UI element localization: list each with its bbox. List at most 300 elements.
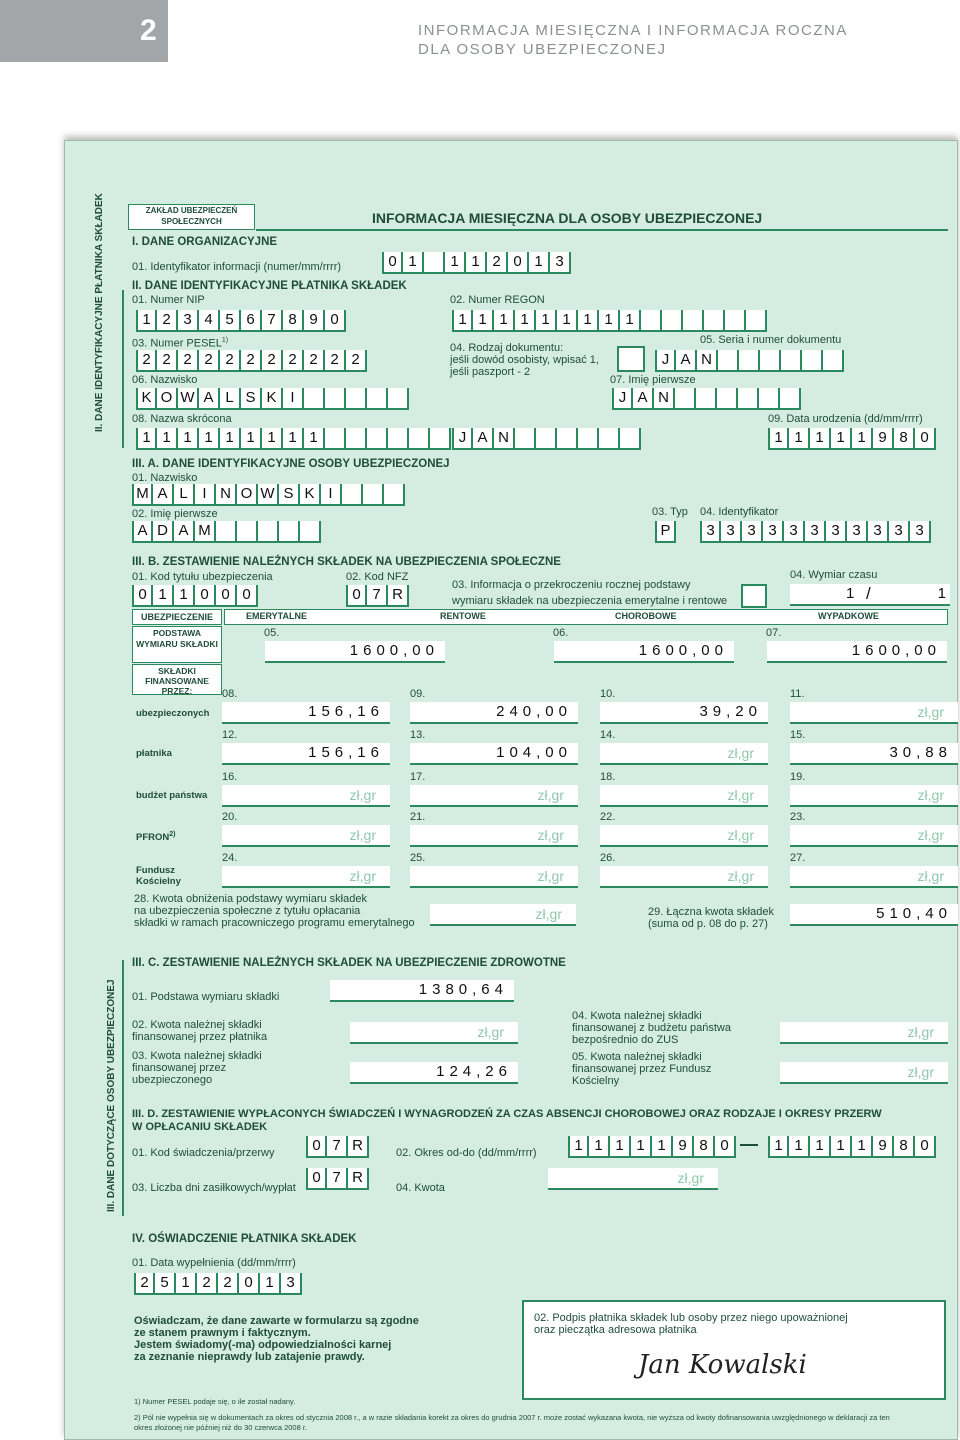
payer-surname-boxes[interactable] (136, 388, 409, 410)
digit-box[interactable]: 1 (494, 310, 515, 330)
digit-box[interactable] (536, 428, 557, 448)
hc-insured-label-1: 03. Kwota należnej składki (132, 1050, 262, 1062)
digit-box[interactable]: 1 (589, 1136, 610, 1156)
digit-box[interactable]: 2 (283, 350, 304, 370)
digit-box[interactable]: A (174, 521, 195, 541)
digit-box[interactable]: A (676, 350, 697, 370)
digit-box[interactable]: 1 (831, 428, 852, 448)
row-payer: płatnika (136, 748, 172, 759)
row-insured: ubezpieczonych (136, 708, 210, 719)
digit-box[interactable]: J (655, 350, 676, 370)
c11[interactable]: zł,gr (790, 702, 958, 724)
digit-box[interactable] (388, 388, 409, 408)
digit-box[interactable] (346, 388, 367, 408)
digit-box[interactable]: 2 (304, 350, 325, 370)
digit-box[interactable]: 3 (847, 521, 868, 541)
digit-box[interactable]: 1 (610, 1136, 631, 1156)
statement-1: Oświadczam, że dane zawarte w formularzu są zgodne (134, 1315, 419, 1327)
digit-box[interactable]: 1 (136, 428, 157, 448)
digit-box[interactable]: A (473, 428, 494, 448)
digit-box[interactable]: M (132, 484, 153, 504)
c28[interactable]: zł,gr (430, 904, 576, 926)
digit-box[interactable]: 1 (199, 428, 220, 448)
period-label: 02. Okres od-do (dd/mm/rrrr) (396, 1147, 537, 1159)
num-17: 17. (410, 771, 426, 783)
digit-box[interactable]: 1 (789, 428, 810, 448)
digit-box[interactable]: 1 (220, 428, 241, 448)
digit-box[interactable]: 2 (220, 350, 241, 370)
digit-box[interactable]: J (612, 388, 633, 408)
c24[interactable]: zł,gr (222, 866, 390, 888)
num-07: 07. (766, 627, 782, 639)
digit-box[interactable]: A (633, 388, 654, 408)
insured-firstname-label: 02. Imię pierwsze (132, 508, 218, 520)
num-20: 20. (222, 811, 238, 823)
c19[interactable]: zł,gr (790, 785, 958, 807)
insured-id-boxes[interactable] (700, 521, 931, 543)
c17[interactable]: zł,gr (410, 785, 578, 807)
digit-box[interactable] (346, 428, 367, 448)
digit-box[interactable]: A (199, 388, 220, 408)
digit-box[interactable]: 7 (327, 1136, 348, 1156)
chapter-tab (0, 0, 168, 62)
digit-box[interactable]: 9 (873, 1136, 894, 1156)
c09[interactable]: 240,00 (410, 702, 578, 724)
hc-payer-label-1: 02. Kwota należnej składki (132, 1019, 262, 1031)
digit-box[interactable]: 2 (346, 350, 367, 370)
section-3b-heading: III. B. ZESTAWIENIE NALEŻNYCH SKŁADEK NA UBEZPIECZENIA SPOŁECZNE (132, 556, 561, 568)
row-pfron: PFRON$^{2)}$ (136, 831, 176, 844)
doc-type-box[interactable] (617, 346, 645, 372)
digit-box[interactable]: 1 (153, 585, 174, 605)
digit-box[interactable] (367, 428, 388, 448)
digit-box[interactable]: 0 (915, 428, 936, 448)
digit-box[interactable]: 9 (304, 310, 325, 330)
digit-box[interactable]: 0 (346, 585, 367, 605)
digit-box[interactable]: 1 (620, 310, 641, 330)
c14[interactable]: zł,gr (600, 743, 768, 765)
digit-box[interactable]: 3 (721, 521, 742, 541)
signature-label-1: 02. Podpis płatnika składek lub osoby przez niego upoważnionej (534, 1312, 848, 1324)
digit-box[interactable]: 2 (178, 350, 199, 370)
digit-box[interactable]: 1 (810, 428, 831, 448)
c21[interactable]: zł,gr (410, 825, 578, 847)
digit-box[interactable]: 0 (239, 1273, 260, 1293)
c16[interactable]: zł,gr (222, 785, 390, 807)
digit-box[interactable]: 2 (157, 310, 178, 330)
hc-state-label-3: bezpośrednio do ZUS (572, 1034, 679, 1046)
digit-box[interactable]: N (654, 388, 675, 408)
hc-church[interactable]: zł,gr (780, 1062, 948, 1084)
hc-insured-label-3: ubezpieczonego (132, 1074, 213, 1086)
digit-box[interactable]: I (321, 484, 342, 504)
num-26: 26. (600, 852, 616, 864)
insured-id-label: 04. Identyfikator (700, 506, 779, 518)
digit-box[interactable]: 2 (134, 1273, 155, 1293)
digit-box[interactable]: O (237, 484, 258, 504)
hc-state-label-1: 04. Kwota należnej składki (572, 1010, 702, 1022)
digit-box[interactable] (342, 484, 363, 504)
digit-box[interactable] (780, 388, 801, 408)
digit-box[interactable] (738, 388, 759, 408)
digit-box[interactable]: 0 (915, 1136, 936, 1156)
num-15: 15. (790, 729, 806, 741)
digit-box[interactable]: 1 (557, 310, 578, 330)
c18[interactable]: zł,gr (600, 785, 768, 807)
digit-box[interactable] (409, 428, 430, 448)
doc-series-boxes[interactable] (655, 350, 844, 372)
digit-box[interactable] (725, 310, 746, 330)
digit-box[interactable]: R (388, 585, 409, 605)
digit-box[interactable]: 1 (529, 252, 550, 272)
digit-box[interactable]: 1 (178, 428, 199, 448)
pesel-boxes[interactable] (136, 350, 367, 372)
base-sickness[interactable]: 1600,00 (554, 641, 734, 663)
digit-box[interactable]: 1 (578, 310, 599, 330)
digit-box[interactable]: 0 (382, 252, 403, 272)
digit-box[interactable]: R (348, 1168, 369, 1188)
digit-box[interactable] (515, 428, 536, 448)
c12[interactable]: 156,16 (222, 743, 390, 765)
digit-box[interactable]: 4 (199, 310, 220, 330)
num-14: 14. (600, 729, 616, 741)
digit-box[interactable]: 2 (241, 350, 262, 370)
digit-box[interactable]: A (153, 484, 174, 504)
f28-l1: 28. Kwota obniżenia podstawy wymiaru składek (134, 893, 367, 905)
chapter-number: 2 (140, 14, 157, 47)
digit-box[interactable]: 1 (852, 428, 873, 448)
side-label-insured: III. DANE DOTYCZĄCE OSOBY UBEZPIECZONEJ (106, 979, 117, 1212)
digit-box[interactable]: 2 (136, 350, 157, 370)
num-06: 06. (553, 627, 569, 639)
digit-box[interactable] (430, 428, 451, 448)
digit-box[interactable]: 3 (826, 521, 847, 541)
digit-box[interactable] (216, 521, 237, 541)
digit-box[interactable]: 1 (473, 310, 494, 330)
section-3d-heading-2: W OPŁACANIU SKŁADEK (132, 1121, 268, 1133)
base-accident[interactable]: 1600,00 (767, 641, 947, 663)
digit-box[interactable]: 7 (367, 585, 388, 605)
digit-box[interactable]: 3 (178, 310, 199, 330)
statement-4: za zeznanie nieprawdy lub zatajenie prawdy. (134, 1351, 365, 1363)
digit-box[interactable] (662, 310, 683, 330)
title-code-boxes[interactable] (132, 585, 258, 607)
doc-series-label: 05. Seria i numer dokumentu (700, 334, 842, 346)
digit-box[interactable] (717, 388, 738, 408)
digit-box[interactable]: 1 (831, 1136, 852, 1156)
digit-box[interactable] (746, 310, 767, 330)
digit-box[interactable]: 1 (768, 1136, 789, 1156)
section-3d-heading-1: III. D. ZESTAWIENIE WYPŁACONYCH ŚWIADCZEŃ I WYNAGRODZEŃ ZA CZAS ABSENCJI CHOROBOWEJ ORAZ RODZAJE I OKRESY PRZERW (132, 1108, 882, 1120)
digit-box[interactable]: 8 (894, 428, 915, 448)
f28-l3: składki w ramach pracowniczego programu emerytalnego (134, 917, 415, 929)
hc-base[interactable]: 1380,64 (330, 980, 514, 1002)
c23[interactable]: zł,gr (790, 825, 958, 847)
insured-surname-boxes[interactable] (132, 484, 405, 506)
days-boxes[interactable] (306, 1168, 369, 1190)
digit-box[interactable] (325, 388, 346, 408)
digit-box[interactable]: 0 (237, 585, 258, 605)
nip-boxes[interactable] (136, 310, 346, 332)
insured-type-box[interactable] (655, 521, 676, 543)
period-from-boxes[interactable] (568, 1136, 736, 1158)
digit-box[interactable]: 2 (157, 350, 178, 370)
c13[interactable]: 104,00 (410, 743, 578, 765)
regon-boxes[interactable] (452, 310, 767, 332)
digit-box[interactable]: 1 (652, 1136, 673, 1156)
digit-box[interactable]: 1 (466, 252, 487, 272)
section-2-heading: II. DANE IDENTYFIKACYJNE PŁATNIKA SKŁADEK (132, 280, 407, 292)
c20[interactable]: zł,gr (222, 825, 390, 847)
digit-box[interactable] (300, 521, 321, 541)
payer-firstname-label: 07. Imię pierwsze (610, 374, 696, 386)
c10[interactable]: 39,20 (600, 702, 768, 724)
num-09: 09. (410, 688, 426, 700)
digit-box[interactable]: 1 (136, 310, 157, 330)
digit-box[interactable]: 9 (673, 1136, 694, 1156)
digit-box[interactable]: 0 (216, 585, 237, 605)
digit-box[interactable]: 3 (910, 521, 931, 541)
amount[interactable]: zł,gr (548, 1168, 718, 1190)
digit-box[interactable]: N (494, 428, 515, 448)
digit-box[interactable]: 3 (550, 252, 571, 272)
digit-box[interactable]: 1 (810, 1136, 831, 1156)
digit-box[interactable]: 3 (868, 521, 889, 541)
digit-box[interactable] (363, 484, 384, 504)
digit-box[interactable]: M (195, 521, 216, 541)
digit-box[interactable]: 3 (742, 521, 763, 541)
digit-box[interactable]: W (258, 484, 279, 504)
digit-box[interactable] (578, 428, 599, 448)
digit-box[interactable]: 3 (700, 521, 721, 541)
digit-box[interactable] (557, 428, 578, 448)
days-label: 03. Liczba dni zasiłkowych/wypłat (132, 1182, 296, 1194)
benefit-code-boxes[interactable] (306, 1136, 369, 1158)
digit-box[interactable]: 0 (132, 585, 153, 605)
digit-box[interactable]: 1 (260, 1273, 281, 1293)
time-boxes[interactable]: 1 / 1 (790, 584, 950, 606)
num-22: 22. (600, 811, 616, 823)
exceed-box[interactable] (741, 584, 767, 608)
signature-label-2: oraz pieczątka adresowa płatnika (534, 1324, 697, 1336)
digit-box[interactable] (641, 310, 662, 330)
digit-box[interactable]: 1 (403, 252, 424, 272)
c22[interactable]: zł,gr (600, 825, 768, 847)
page-title-line1: INFORMACJA MIESIĘCZNA I INFORMACJA ROCZNA (418, 22, 848, 39)
digit-box[interactable]: 1 (515, 310, 536, 330)
digit-box[interactable] (325, 428, 346, 448)
digit-box[interactable]: 6 (241, 310, 262, 330)
digit-box[interactable]: 2 (262, 350, 283, 370)
digit-box[interactable]: 3 (889, 521, 910, 541)
title-code-label: 01. Kod tytułu ubezpieczenia (132, 571, 273, 583)
digit-box[interactable]: 1 (599, 310, 620, 330)
statement-2: ze stanem prawnym i faktycznym. (134, 1327, 311, 1339)
digit-box[interactable]: K (262, 388, 283, 408)
digit-box[interactable]: K (136, 388, 157, 408)
hc-payer-label-2: finansowanej przez płatnika (132, 1031, 268, 1043)
digit-box[interactable]: 8 (283, 310, 304, 330)
digit-box[interactable]: J (452, 428, 473, 448)
digit-box[interactable] (781, 350, 802, 370)
digit-box[interactable] (367, 388, 388, 408)
digit-box[interactable]: 1 (304, 428, 325, 448)
doc-type-hint1: jeśli dowód osobisty, wpisać 1, (450, 354, 599, 366)
digit-box[interactable]: 8 (694, 1136, 715, 1156)
birth-date-boxes[interactable] (768, 428, 936, 450)
hc-church-label-3: Kościelny (572, 1075, 620, 1087)
digit-box[interactable]: 5 (220, 310, 241, 330)
digit-box[interactable]: 2 (325, 350, 346, 370)
digit-box[interactable] (802, 350, 823, 370)
row-church-1: Fundusz (136, 865, 176, 876)
c29[interactable]: 510,40 (790, 904, 958, 926)
digit-box[interactable]: 5 (155, 1273, 176, 1293)
digit-box[interactable]: I (283, 388, 304, 408)
period-dash (740, 1144, 758, 1146)
digit-box[interactable]: L (174, 484, 195, 504)
digit-box[interactable]: 1 (631, 1136, 652, 1156)
nfz-boxes[interactable] (346, 585, 409, 607)
digit-box[interactable]: 1 (176, 1273, 197, 1293)
digit-box[interactable]: R (348, 1136, 369, 1156)
digit-box[interactable]: 3 (763, 521, 784, 541)
section-4-heading: IV. OŚWIADCZENIE PŁATNIKA SKŁADEK (132, 1233, 357, 1245)
time-label: 04. Wymiar czasu (790, 569, 878, 581)
digit-box[interactable]: 1 (445, 252, 466, 272)
digit-box[interactable]: 1 (452, 310, 473, 330)
hc-state[interactable]: zł,gr (780, 1022, 948, 1044)
digit-box[interactable] (258, 521, 279, 541)
digit-box[interactable]: 2 (197, 1273, 218, 1293)
num-11: 11. (790, 688, 805, 700)
payer-firstname-boxes[interactable] (612, 388, 801, 410)
digit-box[interactable]: 3 (805, 521, 826, 541)
digit-box[interactable]: 0 (306, 1136, 327, 1156)
num-23: 23. (790, 811, 806, 823)
num-19: 19. (790, 771, 806, 783)
digit-box[interactable]: S (241, 388, 262, 408)
insured-firstname-boxes[interactable] (132, 521, 321, 543)
digit-box[interactable]: 1 (157, 428, 178, 448)
digit-box[interactable]: L (220, 388, 241, 408)
digit-box[interactable]: S (279, 484, 300, 504)
digit-box[interactable]: A (132, 521, 153, 541)
digit-box[interactable]: K (300, 484, 321, 504)
base-pension[interactable]: 1600,00 (265, 641, 445, 663)
digit-box[interactable] (675, 388, 696, 408)
digit-box[interactable]: 0 (715, 1136, 736, 1156)
benefit-code-label: 01. Kod świadczenia/przerwy (132, 1147, 275, 1159)
digit-box[interactable]: 0 (306, 1168, 327, 1188)
digit-box[interactable] (718, 350, 739, 370)
digit-box[interactable] (384, 484, 405, 504)
exceed-label2: wymiaru składek na ubezpieczenia emerytalne i rentowe (452, 595, 728, 607)
digit-box[interactable]: 2 (218, 1273, 239, 1293)
hc-state-label-2: finansowanej z budżetu państwa (572, 1022, 731, 1034)
statement-3: Jestem świadomy(-ma) odpowiedzialności karnej (134, 1339, 392, 1351)
digit-box[interactable]: 3 (281, 1273, 302, 1293)
digit-box[interactable] (388, 428, 409, 448)
c08[interactable]: 156,16 (222, 702, 390, 724)
row-base: PODSTAWA WYMIARU SKŁADKI (132, 626, 222, 663)
digit-box[interactable]: P (655, 521, 676, 541)
digit-box[interactable]: 8 (894, 1136, 915, 1156)
num-13: 13. (410, 729, 426, 741)
digit-box[interactable] (683, 310, 704, 330)
short-name-label: 08. Nazwa skrócona (132, 413, 232, 425)
digit-box[interactable]: 1 (536, 310, 557, 330)
digit-box[interactable]: 0 (325, 310, 346, 330)
hc-payer[interactable]: zł,gr (350, 1022, 518, 1044)
c27[interactable]: zł,gr (790, 866, 958, 888)
short-name-boxes-2[interactable] (452, 428, 641, 450)
digit-box[interactable] (620, 428, 641, 448)
digit-box[interactable] (696, 388, 717, 408)
digit-box[interactable]: 1 (789, 1136, 810, 1156)
digit-box[interactable] (599, 428, 620, 448)
digit-box[interactable] (279, 521, 300, 541)
short-name-boxes[interactable] (136, 428, 451, 450)
digit-box[interactable] (759, 388, 780, 408)
c15[interactable]: 30,88 (790, 743, 958, 765)
digit-box[interactable]: 0 (508, 252, 529, 272)
digit-box[interactable] (237, 521, 258, 541)
col-disability: RENTOWE (440, 611, 486, 621)
digit-box[interactable]: 2 (487, 252, 508, 272)
digit-box[interactable]: 1 (241, 428, 262, 448)
num-05: 05. (264, 627, 280, 639)
digit-box[interactable]: 7 (262, 310, 283, 330)
digit-box[interactable]: 1 (852, 1136, 873, 1156)
digit-box[interactable]: 1 (262, 428, 283, 448)
num-21: 21. (410, 811, 426, 823)
digit-box[interactable]: 3 (784, 521, 805, 541)
signature: Jan Kowalski (638, 1350, 807, 1380)
period-to-boxes[interactable] (768, 1136, 936, 1158)
digit-box[interactable]: 2 (199, 350, 220, 370)
hc-insured[interactable]: 124,26 (350, 1062, 518, 1084)
c26[interactable]: zł,gr (600, 866, 768, 888)
digit-box[interactable] (304, 388, 325, 408)
digit-box[interactable] (823, 350, 844, 370)
digit-box[interactable]: I (195, 484, 216, 504)
digit-box[interactable]: 9 (873, 428, 894, 448)
info-id-label: 01. Identyfikator informacji (numer/mm/rrrr) (132, 261, 342, 273)
digit-box[interactable]: N (697, 350, 718, 370)
digit-box[interactable]: 1 (768, 428, 789, 448)
digit-box[interactable] (760, 350, 781, 370)
digit-box[interactable]: N (216, 484, 237, 504)
digit-box[interactable]: 1 (174, 585, 195, 605)
digit-box[interactable] (704, 310, 725, 330)
digit-box[interactable]: 7 (327, 1168, 348, 1188)
digit-box[interactable]: O (157, 388, 178, 408)
digit-box[interactable] (739, 350, 760, 370)
digit-box[interactable]: W (178, 388, 199, 408)
fill-date-label: 01. Data wypełnienia (dd/mm/rrrr) (132, 1257, 296, 1269)
c25[interactable]: zł,gr (410, 866, 578, 888)
digit-box[interactable]: 0 (195, 585, 216, 605)
section-3c-heading: III. C. ZESTAWIENIE NALEŻNYCH SKŁADEK NA UBEZPIECZENIE ZDROWOTNE (132, 957, 566, 969)
digit-box[interactable]: 1 (283, 428, 304, 448)
digit-box[interactable]: 1 (568, 1136, 589, 1156)
digit-box[interactable] (424, 252, 445, 272)
info-id-boxes[interactable] (382, 252, 571, 274)
fill-date-boxes[interactable] (134, 1273, 302, 1295)
insured-surname-label: 01. Nazwisko (132, 472, 198, 484)
digit-box[interactable]: D (153, 521, 174, 541)
